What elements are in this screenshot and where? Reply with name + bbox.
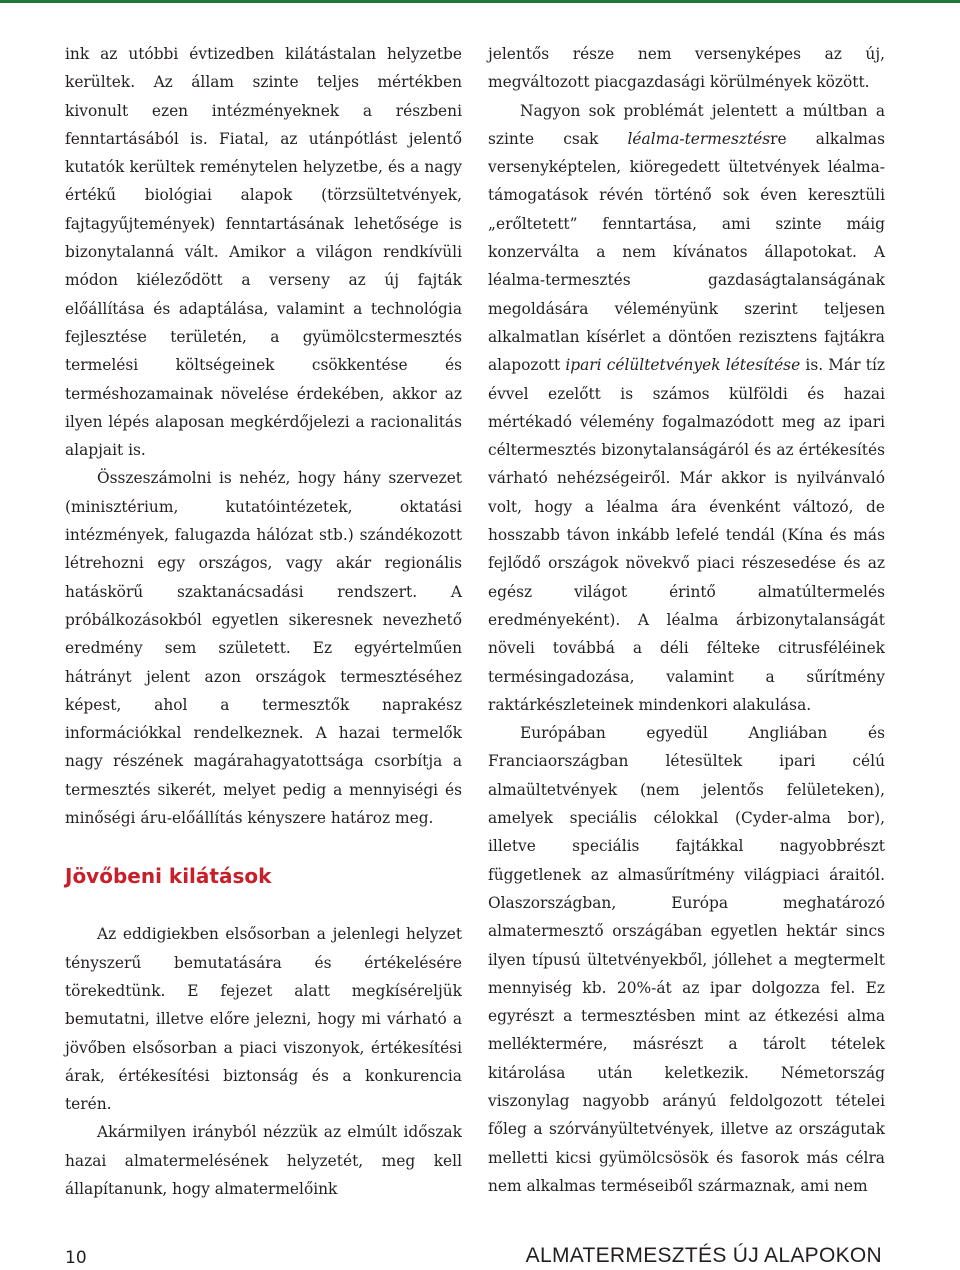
text-run: re alkalmas versenyképtelen, kiöregedett ültetvények léalma-támogatások révén történő sok éven keresztüli „erőltetett” fenntartása, ami szinte máig konzerválta a nem kívánatos állapotokat. A léalma-termesztés gazdaságtalanságának megoldására véleményünk szerint teljesen alkalmatlan kísérlet a döntően rezisztens fajtákra alapozott bbox=[488, 129, 885, 375]
paragraph: Az eddigiekben elsősorban a jelenlegi helyzet tényszerű bemutatására és értékelésére törekedtünk. E fejezet alatt megkíséreljük bemutatni, illetve előre jelezni, hogy mi várható a jövőben elsősorban a piaci viszonyok, értékesítési árak, értékesítési biztonság és a konkurencia terén. bbox=[65, 925, 462, 1114]
text-run: Nagyon sok problémát jelentett a múltban a szinte csak bbox=[488, 101, 885, 148]
text-run: is. Már tíz évvel ezelőtt is számos külföldi és hazai mértékadó vélemény fogalmazódott meg az ipari céltermesztés bizonytalanságáról és az értékesítés várható nehézségeiről. Már akkor is nyilvánvaló volt, hogy a léalma ára évenként változó, de hosszabb távon inkább lefelé tendál (Kína és más fejlődő országok növekvő piaci részesedése és az egész világot érintő almatúltermelés eredményeként). A léalma árbizonytalanságát növeli továbbá a déli félteke citrusféléinek termésingadozása, valamint a sűrítmény raktárkészleteinek mindenkori alakulása. bbox=[488, 356, 885, 714]
section-heading: Jövőbeni kilátások bbox=[65, 864, 272, 889]
paragraph: jelentős része nem versenyképes az új, megváltozott piacgazdasági körülmények között. bbox=[488, 45, 885, 92]
paragraph: ink az utóbbi évtizedben kilátástalan helyzetbe kerültek. Az állam szinte teljes mértékben kivonult ezen intézményeknek a részbeni fenntartásából is. Fiatal, az utánpótlást jelentő kutatók kerültek reménytelen helyzetbe, és a nagy értékű biológiai alapok (törzsültetvények, fajtagyűjtemények) fenntartásának lehetősége is bizonytalanná vált. Amikor a világon rendkívüli módon kiéleződött a verseny az új fajták előállítása és adaptálása, valamint a technológia fejlesztése területén, a gyümölcstermesztés termelési költségeinek csökkentése és terméshozamainak növelése érdekében, akkor az ilyen lépés alaposan megkérdőjelezi a racionalitás alapjait is. bbox=[65, 45, 462, 460]
page-number: 10 bbox=[65, 1248, 87, 1268]
left-column bbox=[65, 40, 462, 1203]
paragraph: Összeszámolni is nehéz, hogy hány szervezet (minisztérium, kutatóintézetek, oktatási intézmények, falugazda hálózat stb.) szándékozott létrehozni egy országos, vagy akár regionális hatáskörű szaktanácsadási rendszert. A próbálkozásokból egyetlen sikeresnek nevezhető eredmény sem született. Ez egyértelműen hátrányt jelent azon országok termesztéséhez képest, ahol a termesztők naprakész információkkal rendelkeznek. A hazai termelők nagy részének magárahagyatottsága csorbítja a termesztés sikerét, melyet pedig a mennyiségi és minőségi áru-előállítás kényszere határoz meg. bbox=[65, 469, 462, 828]
paragraph bbox=[488, 97, 885, 720]
italic-term: léalma-termesztés bbox=[627, 129, 771, 148]
running-title: ALMATERMESZTÉS ÚJ ALAPOKON bbox=[525, 1244, 882, 1267]
italic-term: ipari célültetvények létesítése bbox=[565, 356, 801, 375]
top-rule bbox=[0, 0, 960, 3]
paragraph: Európában egyedül Angliában és Franciaországban létesültek ipari célú almaültetvények (nem jelentős felületeken), amelyek speciális célokkal (Cyder-alma bor), illetve speciális fajtákkal nagyobbrészt függetlenek az almasűrítmény világpiaci áraitól. Olaszországban, Európa meghatározó almatermesztő országában egyetlen hektár sincs ilyen típusú ültetvényekből, jóllehet a megtermelt mennyiség kb. 20%-át az ipar dolgozza fel. Ez egyrészt a termesztésben mint az étkezési alma melléktermére, másrészt a tárolt tételek kitárolása után keletkezik. Németország viszonylag nagyobb arányú feldolgozott tételei főleg a szórványültetvények, illetve az országutak melletti kicsi gyümölcsösök és fasorok más célra nem alkalmas terméseiből származnak, ami nem bbox=[488, 724, 885, 1195]
right-column bbox=[488, 40, 885, 1200]
paragraph: Akármilyen irányból nézzük az elmúlt időszak hazai almatermelésének helyzetét, meg kell állapítanunk, hogy almatermelőink bbox=[65, 1123, 462, 1198]
